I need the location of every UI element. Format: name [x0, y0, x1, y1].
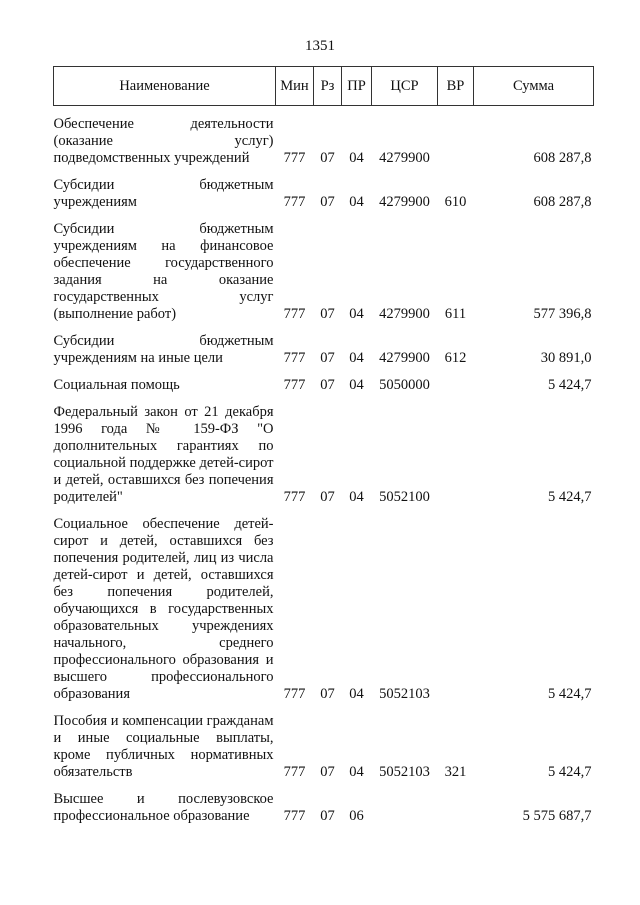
- row-csr: 4279900: [379, 150, 430, 166]
- row-rz: 07: [320, 377, 335, 393]
- row-csr: 4279900: [379, 350, 430, 366]
- header-rz: Рз: [314, 67, 342, 106]
- table-row: [54, 333, 594, 367]
- row-min: 777: [283, 764, 306, 780]
- table-row: [54, 791, 594, 825]
- row-sum: 5 424,7: [548, 686, 592, 702]
- row-name: Социальная помощь: [53, 377, 180, 393]
- row-min: 777: [283, 194, 306, 210]
- table-row: [54, 116, 594, 167]
- row-min: 777: [283, 489, 306, 505]
- row-vr: [438, 377, 474, 394]
- row-min: 777: [283, 377, 306, 393]
- row-vr: 611: [444, 306, 467, 322]
- header-min: Мин: [276, 67, 314, 106]
- row-pr: 04: [349, 194, 364, 210]
- row-min: 777: [283, 808, 306, 824]
- row-name: Субсидии бюджетным учреждениям на финансовое обеспечение государственного задания на оказание государственных услуг (выполнение работ): [53, 221, 274, 322]
- row-csr: 4279900: [379, 194, 430, 210]
- row-csr: 4279900: [379, 306, 430, 322]
- row-csr: 5052100: [379, 489, 430, 505]
- row-name: Субсидии бюджетным учреждениям: [53, 177, 274, 210]
- row-name: Субсидии бюджетным учреждениям на иные цели: [53, 333, 274, 366]
- row-sum: 5 424,7: [548, 377, 592, 393]
- row-sum: 5 575 687,7: [522, 808, 592, 824]
- page-number: 1351: [305, 38, 335, 54]
- row-name: Пособия и компенсации гражданам и иные социальные выплаты, кроме публичных нормативных обязательств: [53, 713, 274, 780]
- table-row: [54, 177, 594, 211]
- table-row: [54, 377, 594, 394]
- row-pr: 04: [349, 686, 364, 702]
- table-header: [54, 67, 594, 106]
- row-csr: 5052103: [379, 686, 430, 702]
- row-pr: 04: [349, 350, 364, 366]
- row-min: 777: [283, 686, 306, 702]
- row-vr: [438, 116, 474, 167]
- row-pr: 04: [349, 150, 364, 166]
- row-min: 777: [283, 350, 306, 366]
- row-rz: 07: [320, 764, 335, 780]
- row-vr: 321: [444, 764, 467, 780]
- row-vr: 612: [444, 350, 467, 366]
- table-row: [54, 713, 594, 781]
- table-row: [54, 221, 594, 323]
- row-vr: 610: [444, 194, 467, 210]
- row-sum: 608 287,8: [533, 194, 592, 210]
- row-name: Обеспечение деятельности (оказание услуг) подведомственных учреждений: [53, 116, 274, 166]
- row-pr: 06: [349, 808, 364, 824]
- header-name: Наименование: [54, 67, 276, 106]
- row-min: 777: [283, 306, 306, 322]
- row-csr: [372, 791, 438, 825]
- row-pr: 04: [349, 306, 364, 322]
- row-rz: 07: [320, 306, 335, 322]
- budget-table: [53, 66, 594, 825]
- row-sum: 30 891,0: [540, 350, 592, 366]
- row-sum: 5 424,7: [548, 764, 592, 780]
- header-csr: ЦСР: [372, 67, 438, 106]
- header-pr: ПР: [342, 67, 372, 106]
- row-rz: 07: [320, 194, 335, 210]
- row-rz: 07: [320, 686, 335, 702]
- row-name: Социальное обеспечение детей-сирот и детей, оставшихся без попечения родителей, лиц из числа детей-сирот и детей, оставшихся без попечения родителей, обучающихся в государственных образовательных учреждениях начального, среднего профессионального образования и высшего профессионального образования: [53, 516, 274, 702]
- row-rz: 07: [320, 808, 335, 824]
- row-name: Федеральный закон от 21 декабря 1996 года № 159-ФЗ "О дополнительных гарантиях по социальной поддержке детей-сирот и детей, оставшихся без попечения родителей": [53, 404, 274, 505]
- row-vr: [438, 791, 474, 825]
- row-rz: 07: [320, 489, 335, 505]
- row-csr: 5052103: [379, 764, 430, 780]
- header-vr: ВР: [438, 67, 474, 106]
- row-rz: 07: [320, 350, 335, 366]
- row-vr: [438, 516, 474, 703]
- row-sum: 608 287,8: [533, 150, 592, 166]
- header-sum: Сумма: [474, 67, 594, 106]
- row-min: 777: [283, 150, 306, 166]
- row-pr: 04: [349, 377, 364, 393]
- row-pr: 04: [349, 489, 364, 505]
- table-row: [54, 404, 594, 506]
- table-row: [54, 516, 594, 703]
- row-rz: 07: [320, 150, 335, 166]
- row-csr: 5050000: [379, 377, 430, 393]
- row-pr: 04: [349, 764, 364, 780]
- row-vr: [438, 404, 474, 506]
- row-name: Высшее и послевузовское профессиональное образование: [53, 791, 274, 824]
- row-sum: 577 396,8: [533, 306, 592, 322]
- row-sum: 5 424,7: [548, 489, 592, 505]
